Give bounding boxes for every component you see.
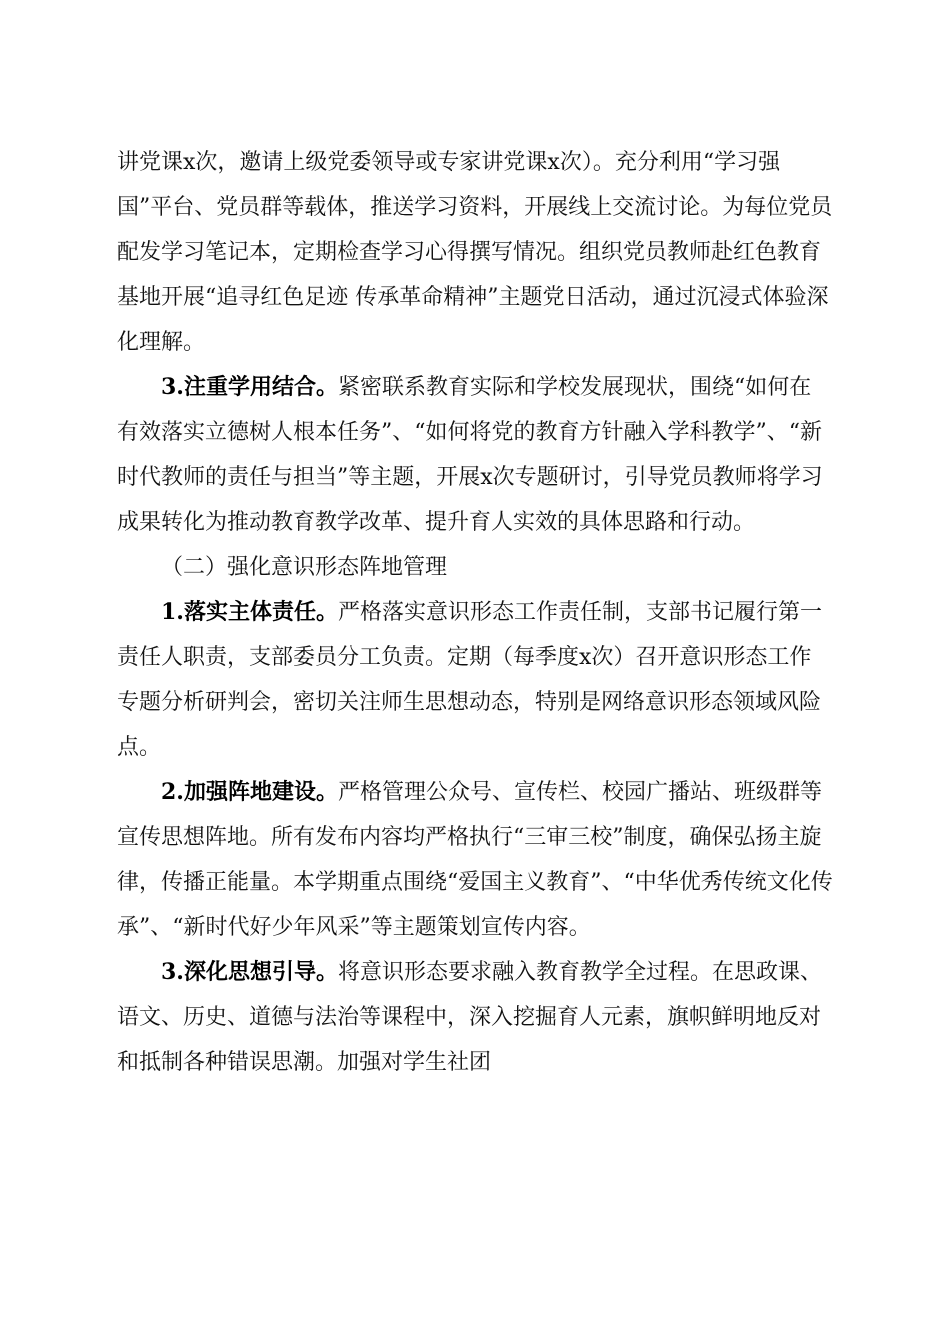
item-lead: 3.深化思想引导。 — [161, 959, 338, 985]
item-body: 严格管理公众号、宣传栏、校园广播站、班级群等宣传思想阵地。所有发布内容均严格执行“三审三校”制度，确保弘扬主旋律，传播正能量。本学期重点围绕“爱国主义教育”、“中华优秀传统文化传承”、“新时代好少年风采”等主题策划宣传内容。 — [117, 780, 833, 940]
section-heading — [117, 545, 833, 590]
document-body — [117, 140, 833, 1085]
section2-item-2 — [117, 770, 833, 950]
item-lead: 3.注重学用结合。 — [161, 374, 338, 400]
section-heading-text: （二）强化意识形态阵地管理 — [161, 555, 448, 580]
item-body: 严格落实意识形态工作责任制，支部书记履行第一责任人职责，支部委员分工负责。定期（每季度x次）召开意识形态工作专题分析研判会，密切关注师生思想动态，特别是网络意识形态领域风险点。 — [117, 600, 822, 760]
item-body: 将意识形态要求融入教育教学全过程。在思政课、语文、历史、道德与法治等课程中，深入挖掘育人元素，旗帜鲜明地反对和抵制各种错误思潮。加强对学生社团 — [117, 960, 822, 1075]
section2-item-3 — [117, 950, 833, 1085]
item-lead: 2.加强阵地建设。 — [161, 779, 338, 805]
item-3-study-application — [117, 365, 833, 545]
paragraph-text: 讲党课x次，邀请上级党委领导或专家讲党课x次）。充分利用“学习强国”平台、党员群等载体，推送学习资料，开展线上交流讨论。为每位党员配发学习笔记本，定期检查学习心得撰写情况。组织党员教师赴红色教育基地开展“追寻红色足迹 传承革命精神”主题党日活动，通过沉浸式体验深化理解。 — [117, 150, 833, 355]
section2-item-1 — [117, 590, 833, 770]
paragraph-continued — [117, 140, 833, 365]
item-body: 紧密联系教育实际和学校发展现状，围绕“如何在有效落实立德树人根本任务”、“如何将党的教育方针融入学科教学”、“新时代教师的责任与担当”等主题，开展x次专题研讨，引导党员教师将学习成果转化为推动教育教学改革、提升育人实效的具体思路和行动。 — [117, 375, 823, 535]
item-lead: 1.落实主体责任。 — [161, 599, 338, 625]
